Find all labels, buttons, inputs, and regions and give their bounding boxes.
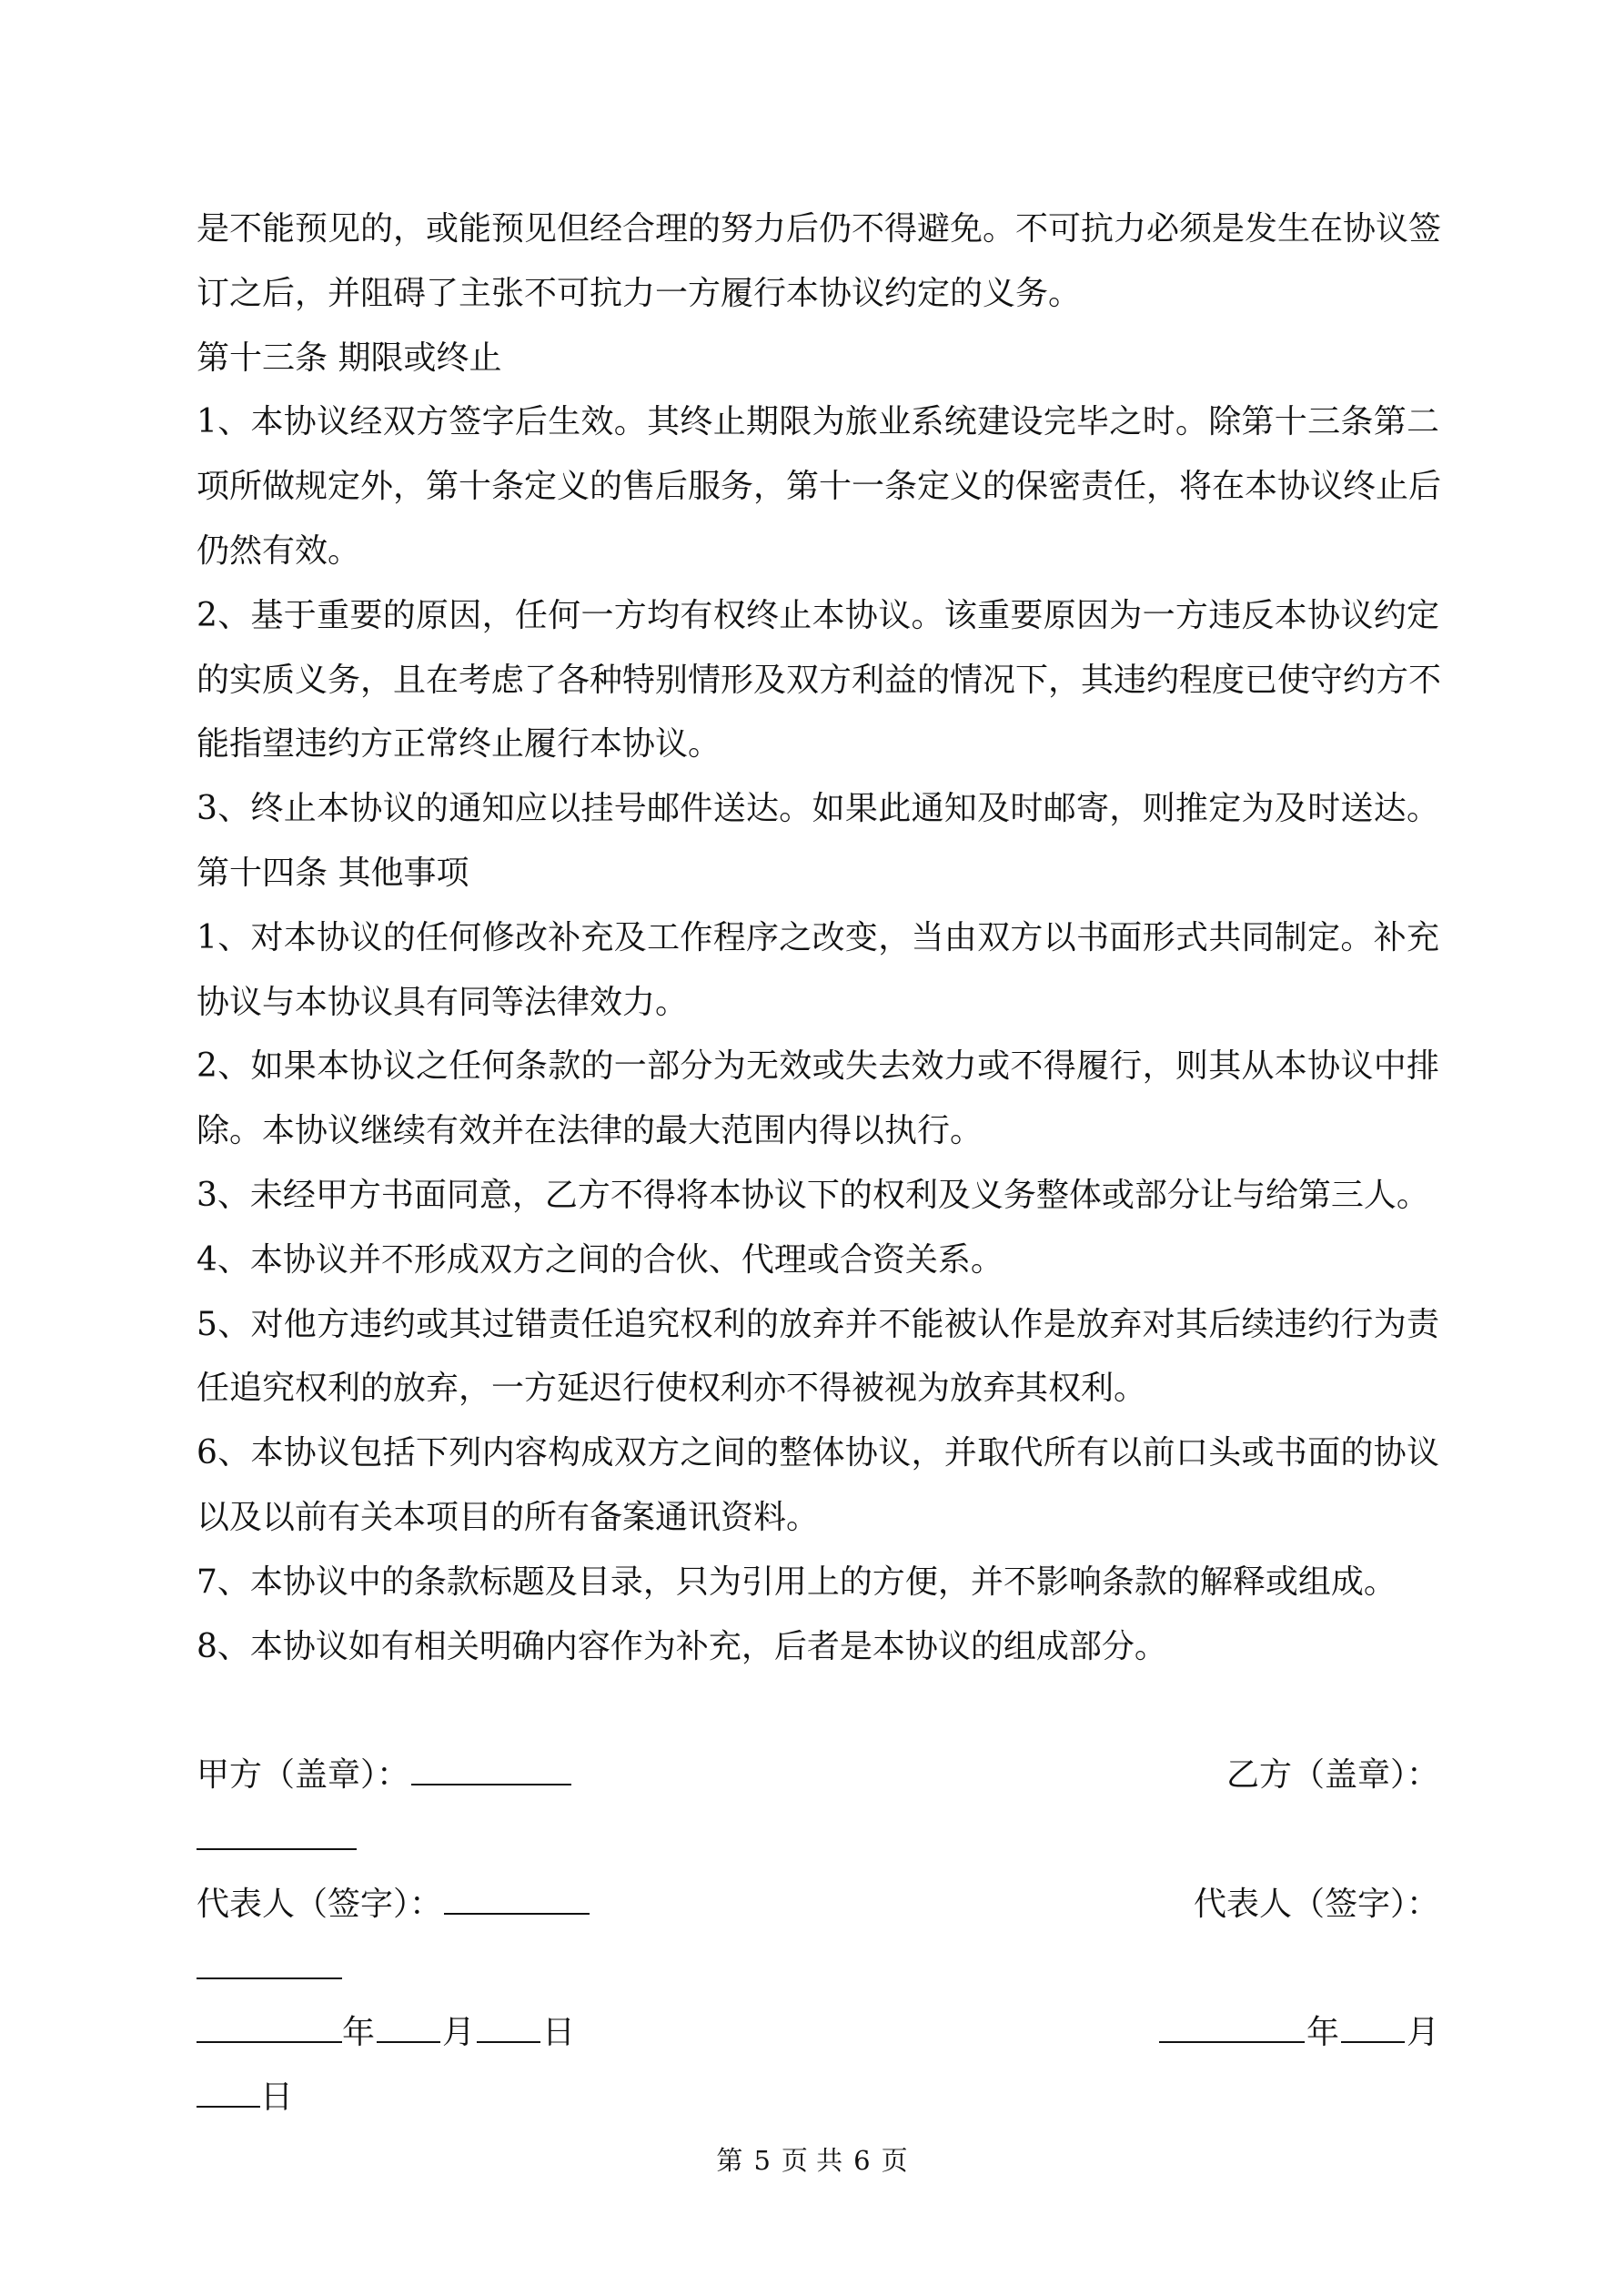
day-label: 日 bbox=[542, 2014, 576, 2052]
party-b-seal-label: 乙方（盖章）： bbox=[1226, 1756, 1439, 1795]
party-a-seal-label: 甲方（盖章）： bbox=[197, 1756, 410, 1795]
text-line: 以及以前有关本项目的所有备案通讯资料。 bbox=[197, 1498, 820, 1536]
rep-a-label: 代表人（签字）： bbox=[197, 1885, 443, 1923]
year-label: 年 bbox=[1306, 2014, 1339, 2052]
text-line: 1、本协议经双方签字后生效。其终止期限为旅业系统建设完毕之时。除第十三条第二 bbox=[197, 403, 1439, 441]
footer-middle: 页 共 bbox=[781, 2145, 843, 2176]
date-b-day-row bbox=[197, 2066, 1439, 2130]
rep-b-blank[interactable] bbox=[197, 1977, 342, 1979]
month-label: 月 bbox=[442, 2014, 476, 2052]
party-a-seal-blank[interactable] bbox=[411, 1783, 571, 1785]
text-line: 除。本协议继续有效并在法律的最大范围内得以执行。 bbox=[197, 1112, 983, 1150]
year-label: 年 bbox=[342, 2014, 376, 2052]
text-line: 第十四条 其他事项 bbox=[197, 854, 469, 892]
text-line: 项所做规定外，第十条定义的售后服务，第十一条定义的保密责任，将在本协议终止后 bbox=[197, 468, 1442, 506]
text-line: 能指望违约方正常终止履行本协议。 bbox=[197, 725, 721, 764]
rep-row bbox=[197, 1873, 1439, 1937]
text-line: 任追究权利的放弃，一方延迟行使权利亦不得被视为放弃其权利。 bbox=[197, 1370, 1147, 1408]
date-a-day-blank[interactable] bbox=[477, 2040, 540, 2043]
text-line: 是不能预见的，或能预见但经合理的努力后仍不得避免。不可抗力必须是发生在协议签 bbox=[197, 210, 1442, 248]
text-line: 2、如果本协议之任何条款的一部分为无效或失去效力或不得履行，则其从本协议中排 bbox=[197, 1047, 1439, 1086]
footer-suffix: 页 bbox=[881, 2145, 908, 2176]
rep-a bbox=[197, 1873, 591, 1937]
date-a bbox=[197, 2001, 575, 2066]
text-line: 3、未经甲方书面同意，乙方不得将本协议下的权利及义务整体或部分让与给第三人。 bbox=[197, 1176, 1429, 1214]
month-label: 月 bbox=[1406, 2014, 1439, 2052]
seal-row bbox=[197, 1744, 1439, 1808]
text-line: 4、本协议并不形成双方之间的合伙、代理或合资关系。 bbox=[197, 1240, 1004, 1279]
date-b-day-blank[interactable] bbox=[197, 2105, 260, 2108]
date-a-month-blank[interactable] bbox=[377, 2040, 440, 2043]
date-b-year-blank[interactable] bbox=[1159, 2040, 1305, 2043]
text-line: 第十三条 期限或终止 bbox=[197, 339, 502, 377]
date-b bbox=[1157, 2001, 1439, 2066]
date-b-month-blank[interactable] bbox=[1341, 2040, 1405, 2043]
page-footer bbox=[0, 2142, 1624, 2179]
text-line: 仍然有效。 bbox=[197, 531, 361, 570]
party-b-seal-blank[interactable] bbox=[197, 1847, 357, 1850]
rep-b-label: 代表人（签字）： bbox=[1193, 1885, 1439, 1923]
rep-a-blank[interactable] bbox=[444, 1912, 590, 1915]
text-line: 7、本协议中的条款标题及目录，只为引用上的方便，并不影响条款的解释或组成。 bbox=[197, 1563, 1397, 1601]
footer-prefix: 第 bbox=[716, 2145, 743, 2176]
text-line: 8、本协议如有相关明确内容作为补充，后者是本协议的组成部分。 bbox=[197, 1627, 1167, 1665]
text-line: 2、基于重要的原因，任何一方均有权终止本协议。该重要原因为一方违反本协议约定 bbox=[197, 596, 1439, 634]
date-row bbox=[197, 2001, 1439, 2066]
text-line: 协议与本协议具有同等法律效力。 bbox=[197, 983, 689, 1021]
day-label: 日 bbox=[260, 2079, 294, 2117]
text-line: 5、对他方违约或其过错责任追究权利的放弃并不能被认作是放弃对其后续违约行为责 bbox=[197, 1305, 1439, 1343]
spacer bbox=[197, 1679, 1439, 1744]
text-line: 订之后，并阻碍了主张不可抗力一方履行本协议约定的义务。 bbox=[197, 274, 1082, 312]
party-b-seal-row bbox=[197, 1808, 1439, 1873]
document-body bbox=[197, 197, 1442, 2130]
text-line: 1、对本协议的任何修改补充及工作程序之改变，当由双方以书面形式共同制定。补充 bbox=[197, 918, 1439, 956]
rep-b-row bbox=[197, 1937, 1439, 2002]
page-number: 5 bbox=[753, 2145, 771, 2176]
text-line: 3、终止本协议的通知应以挂号邮件送达。如果此通知及时邮寄，则推定为及时送达。 bbox=[197, 790, 1439, 828]
party-a-seal bbox=[197, 1744, 573, 1808]
date-a-year-blank[interactable] bbox=[197, 2040, 342, 2043]
page-total: 6 bbox=[853, 2145, 871, 2176]
text-line: 的实质义务，且在考虑了各种特别情形及双方利益的情况下，其违约程度已使守约方不 bbox=[197, 661, 1442, 699]
text-line: 6、本协议包括下列内容构成双方之间的整体协议，并取代所有以前口头或书面的协议 bbox=[197, 1434, 1439, 1472]
